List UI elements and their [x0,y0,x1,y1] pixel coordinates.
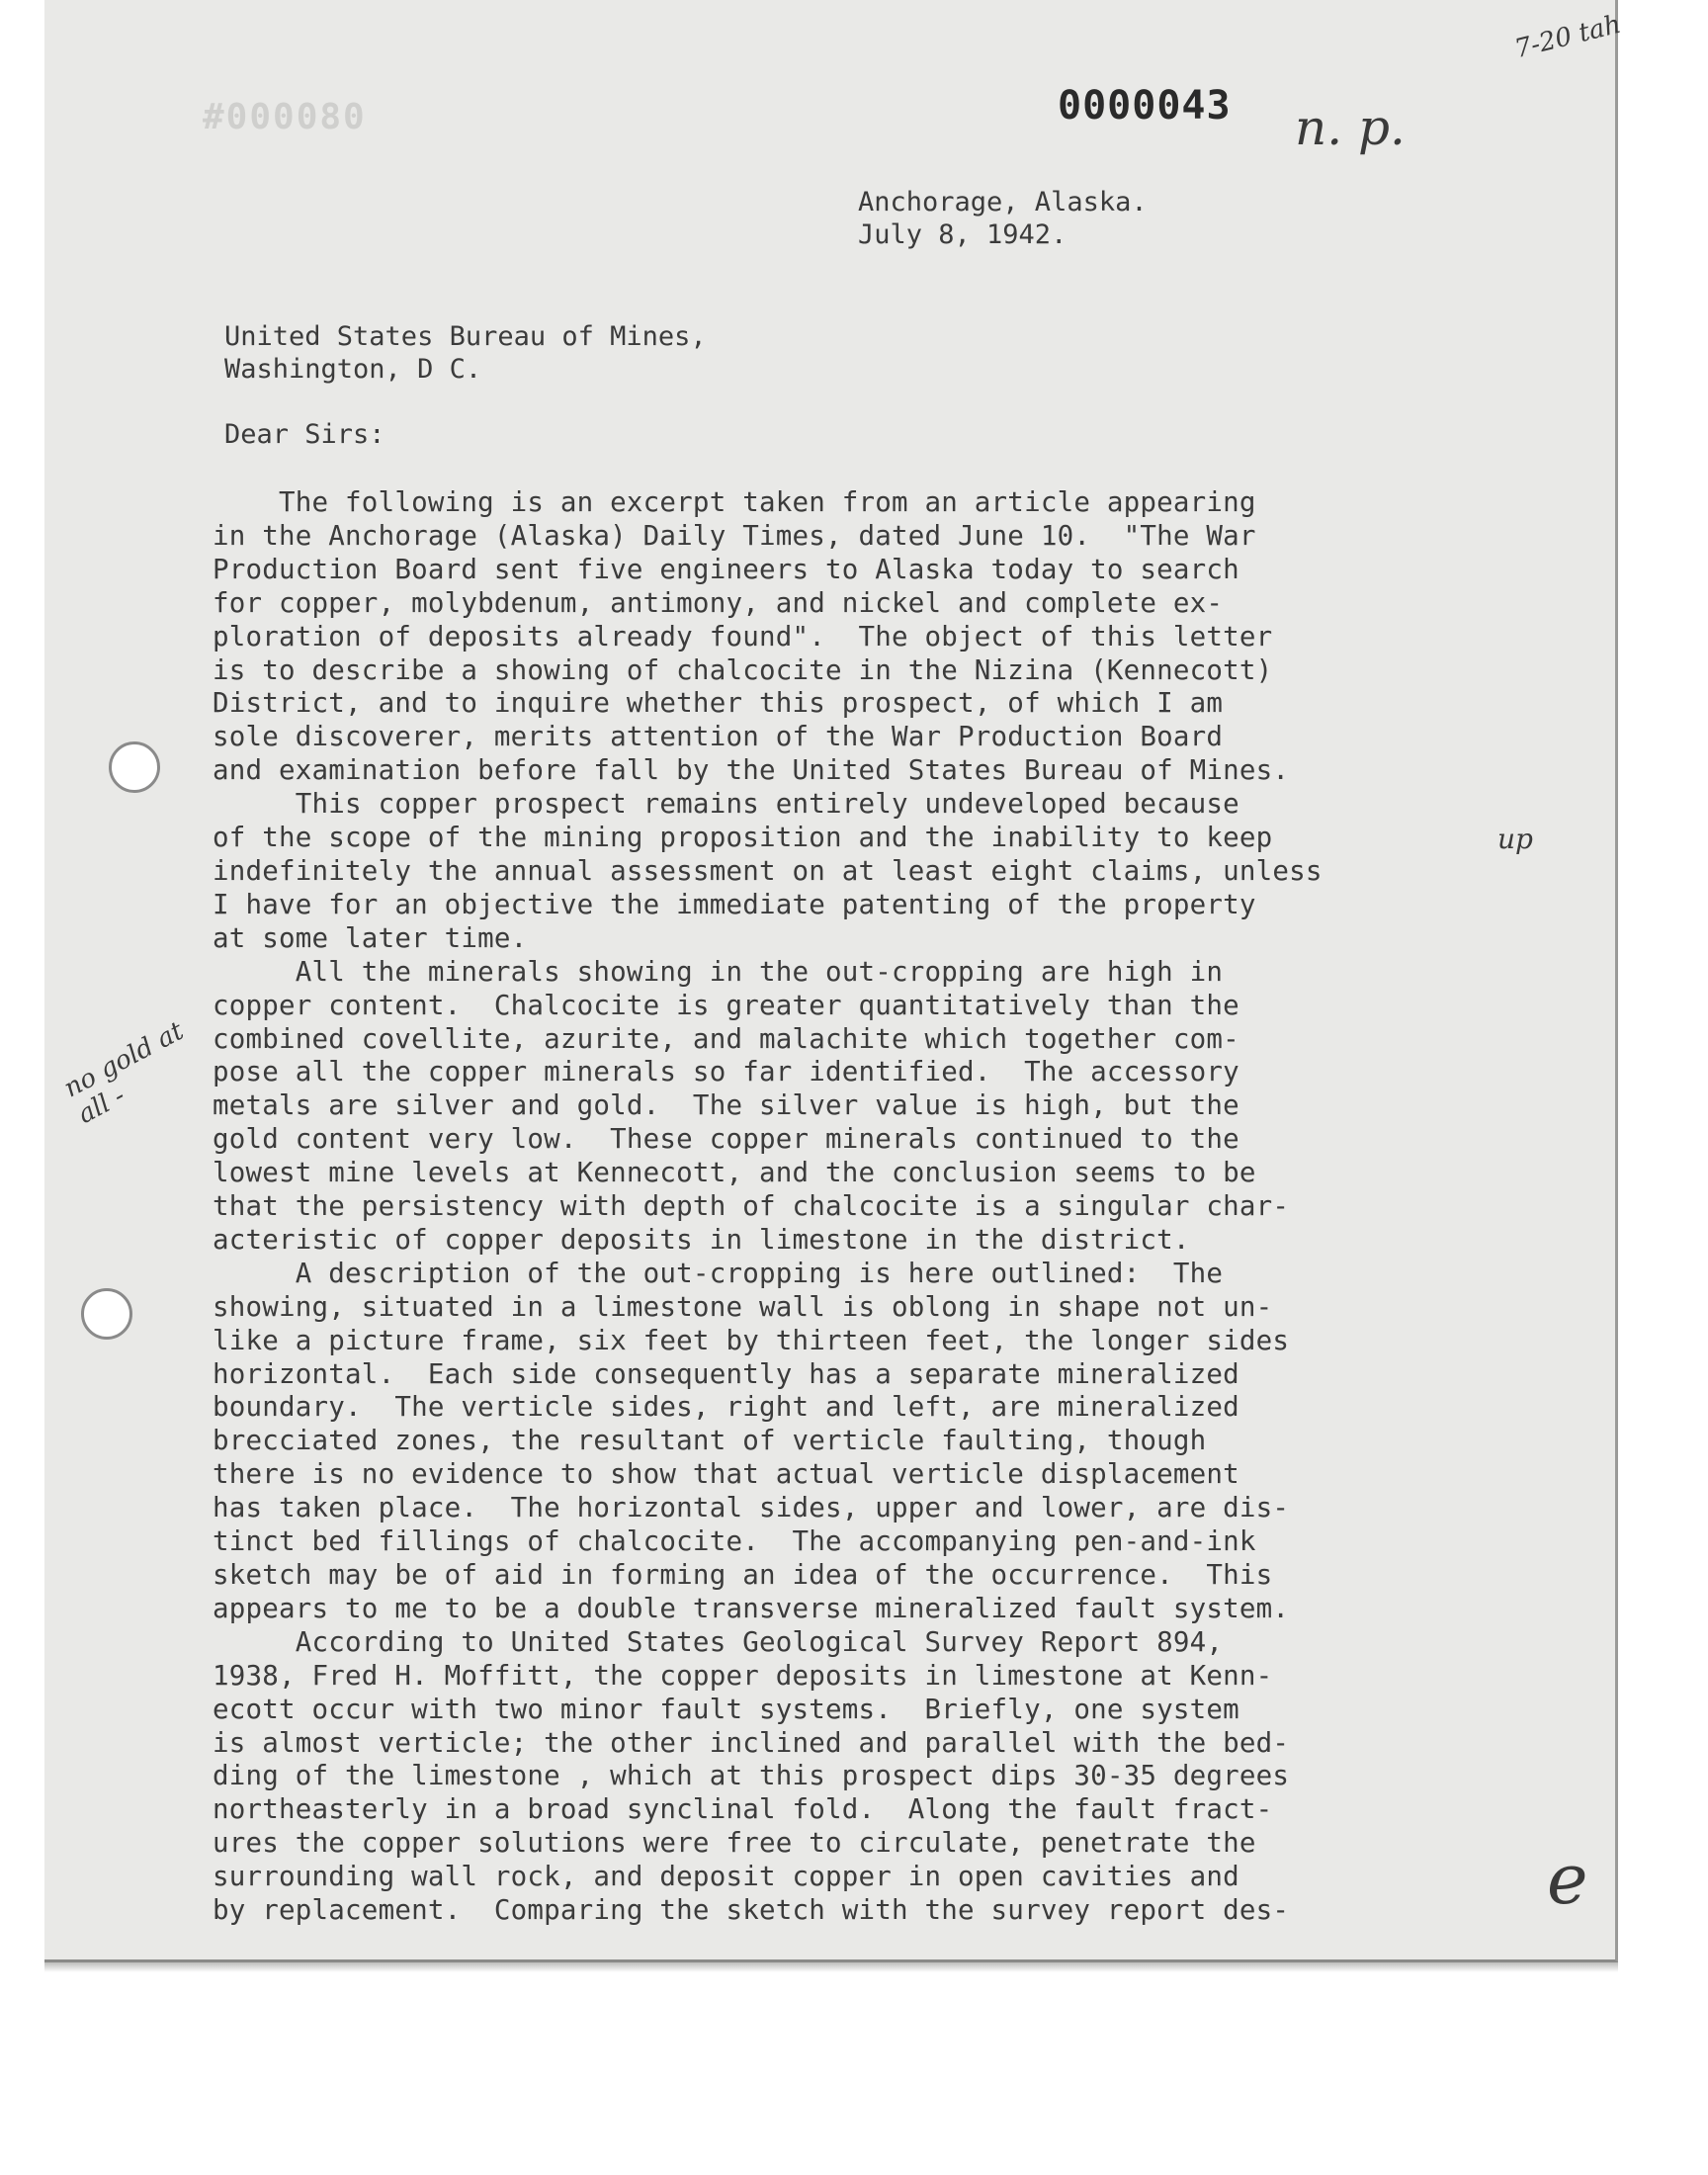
body-line: lowest mine levels at Kennecott, and the conclusion seems to be [213,1157,1256,1189]
body-line: copper content. Chalcocite is greater quantitatively than the [213,989,1239,1021]
body-line: like a picture frame, six feet by thirteen feet, the longer sides [213,1324,1290,1356]
body-line: is to describe a showing of chalcocite in the Nizina (Kennecott) [213,653,1273,686]
letter-place: Anchorage, Alaska. [858,187,1148,218]
body-line: A description of the out-cropping is here outlined: The [213,1257,1224,1289]
body-line: This copper prospect remains entirely undeveloped because [213,788,1239,821]
body-line: indefinitely the annual assessment on at least eight claims, unless [213,854,1323,887]
body-line: sole discoverer, merits attention of the War Production Board [213,721,1224,753]
body-line: has taken place. The horizontal sides, upper and lower, are dis- [213,1492,1290,1524]
body-line: tinct bed fillings of chalcocite. The accompanying pen-and-ink [213,1525,1256,1558]
handwritten-insert-up: up [1497,823,1533,855]
letter-date: July 8, 1942. [858,219,1068,250]
body-line: that the persistency with depth of chalcocite is a singular char- [213,1190,1290,1223]
addressee-line: United States Bureau of Mines, [224,321,707,352]
body-line: horizontal. Each side consequently has a separate mineralized [213,1357,1239,1390]
body-line: ecott occur with two minor fault systems. Briefly, one system [213,1693,1239,1725]
scan-shadow-edge [44,1962,1618,1972]
body-line: surrounding wall rock, and deposit copper in open cavities and [213,1861,1239,1893]
body-line: District, and to inquire whether this prospect, of which I am [213,687,1224,720]
body-line: According to United States Geological Survey Report 894, [213,1625,1224,1658]
addressee-line: Washington, D C. [224,354,482,385]
body-line: I have for an objective the immediate patenting of the property [213,888,1256,920]
document-number-stamp: 0000043 [1058,83,1232,129]
body-line: acteristic of copper deposits in limestone in the district. [213,1223,1190,1256]
body-line: and examination before fall by the United States Bureau of Mines. [213,754,1290,787]
body-line: pose all the copper minerals so far identified. The accessory [213,1056,1239,1088]
punch-hole-upper [109,741,160,793]
faint-stamp-number: #000080 [203,97,367,137]
handwritten-initial: e [1547,1839,1588,1920]
body-line: 1938, Fred H. Moffitt, the copper deposits in limestone at Kenn- [213,1659,1273,1692]
body-line: metals are silver and gold. The silver value is high, but the [213,1089,1239,1122]
handwritten-date-mark: 7-20 tah [1511,9,1624,65]
body-line: by replacement. Comparing the sketch with the survey report des- [213,1894,1290,1927]
body-line: northeasterly in a broad synclinal fold. Along the fault fract- [213,1793,1273,1826]
body-line: is almost verticle; the other inclined and parallel with the bed- [213,1726,1290,1759]
body-line: ding of the limestone , which at this prospect dips 30-35 degrees [213,1760,1290,1792]
handwritten-margin-note: no gold at all - [59,1015,189,1130]
body-line: sketch may be of aid in forming an idea of the occurrence. This [213,1559,1273,1591]
body-line: in the Anchorage (Alaska) Daily Times, dated June 10. "The War [213,519,1256,552]
body-line: showing, situated in a limestone wall is oblong in shape not un- [213,1290,1273,1323]
punch-hole-lower [81,1288,132,1340]
body-line: ures the copper solutions were free to circulate, penetrate the [213,1827,1256,1860]
addressee-block [224,320,707,386]
body-line: there is no evidence to show that actual verticle displacement [213,1458,1239,1491]
body-line: combined covellite, azurite, and malachite which together com- [213,1022,1239,1055]
body-line: appears to me to be a double transverse mineralized fault system. [213,1592,1290,1624]
body-line: The following is an excerpt taken from an article appearing [213,486,1256,518]
body-line: Production Board sent five engineers to Alaska today to search [213,553,1239,585]
body-line: ploration of deposits already found". The object of this letter [213,620,1273,652]
handwritten-np-mark: n. p. [1295,99,1406,156]
body-line: gold content very low. These copper minerals continued to the [213,1123,1239,1156]
body-line: brecciated zones, the resultant of verticle faulting, though [213,1425,1207,1457]
body-line: All the minerals showing in the out-cropping are high in [213,955,1224,988]
letter-body [213,486,1323,1928]
letter-header [858,186,1148,251]
body-line: of the scope of the mining proposition and the inability to keep [213,822,1273,854]
body-line: boundary. The verticle sides, right and left, are mineralized [213,1391,1239,1424]
body-line: for copper, molybdenum, antimony, and nickel and complete ex- [213,586,1224,619]
salutation: Dear Sirs: [224,419,385,450]
body-line: at some later time. [213,921,528,954]
